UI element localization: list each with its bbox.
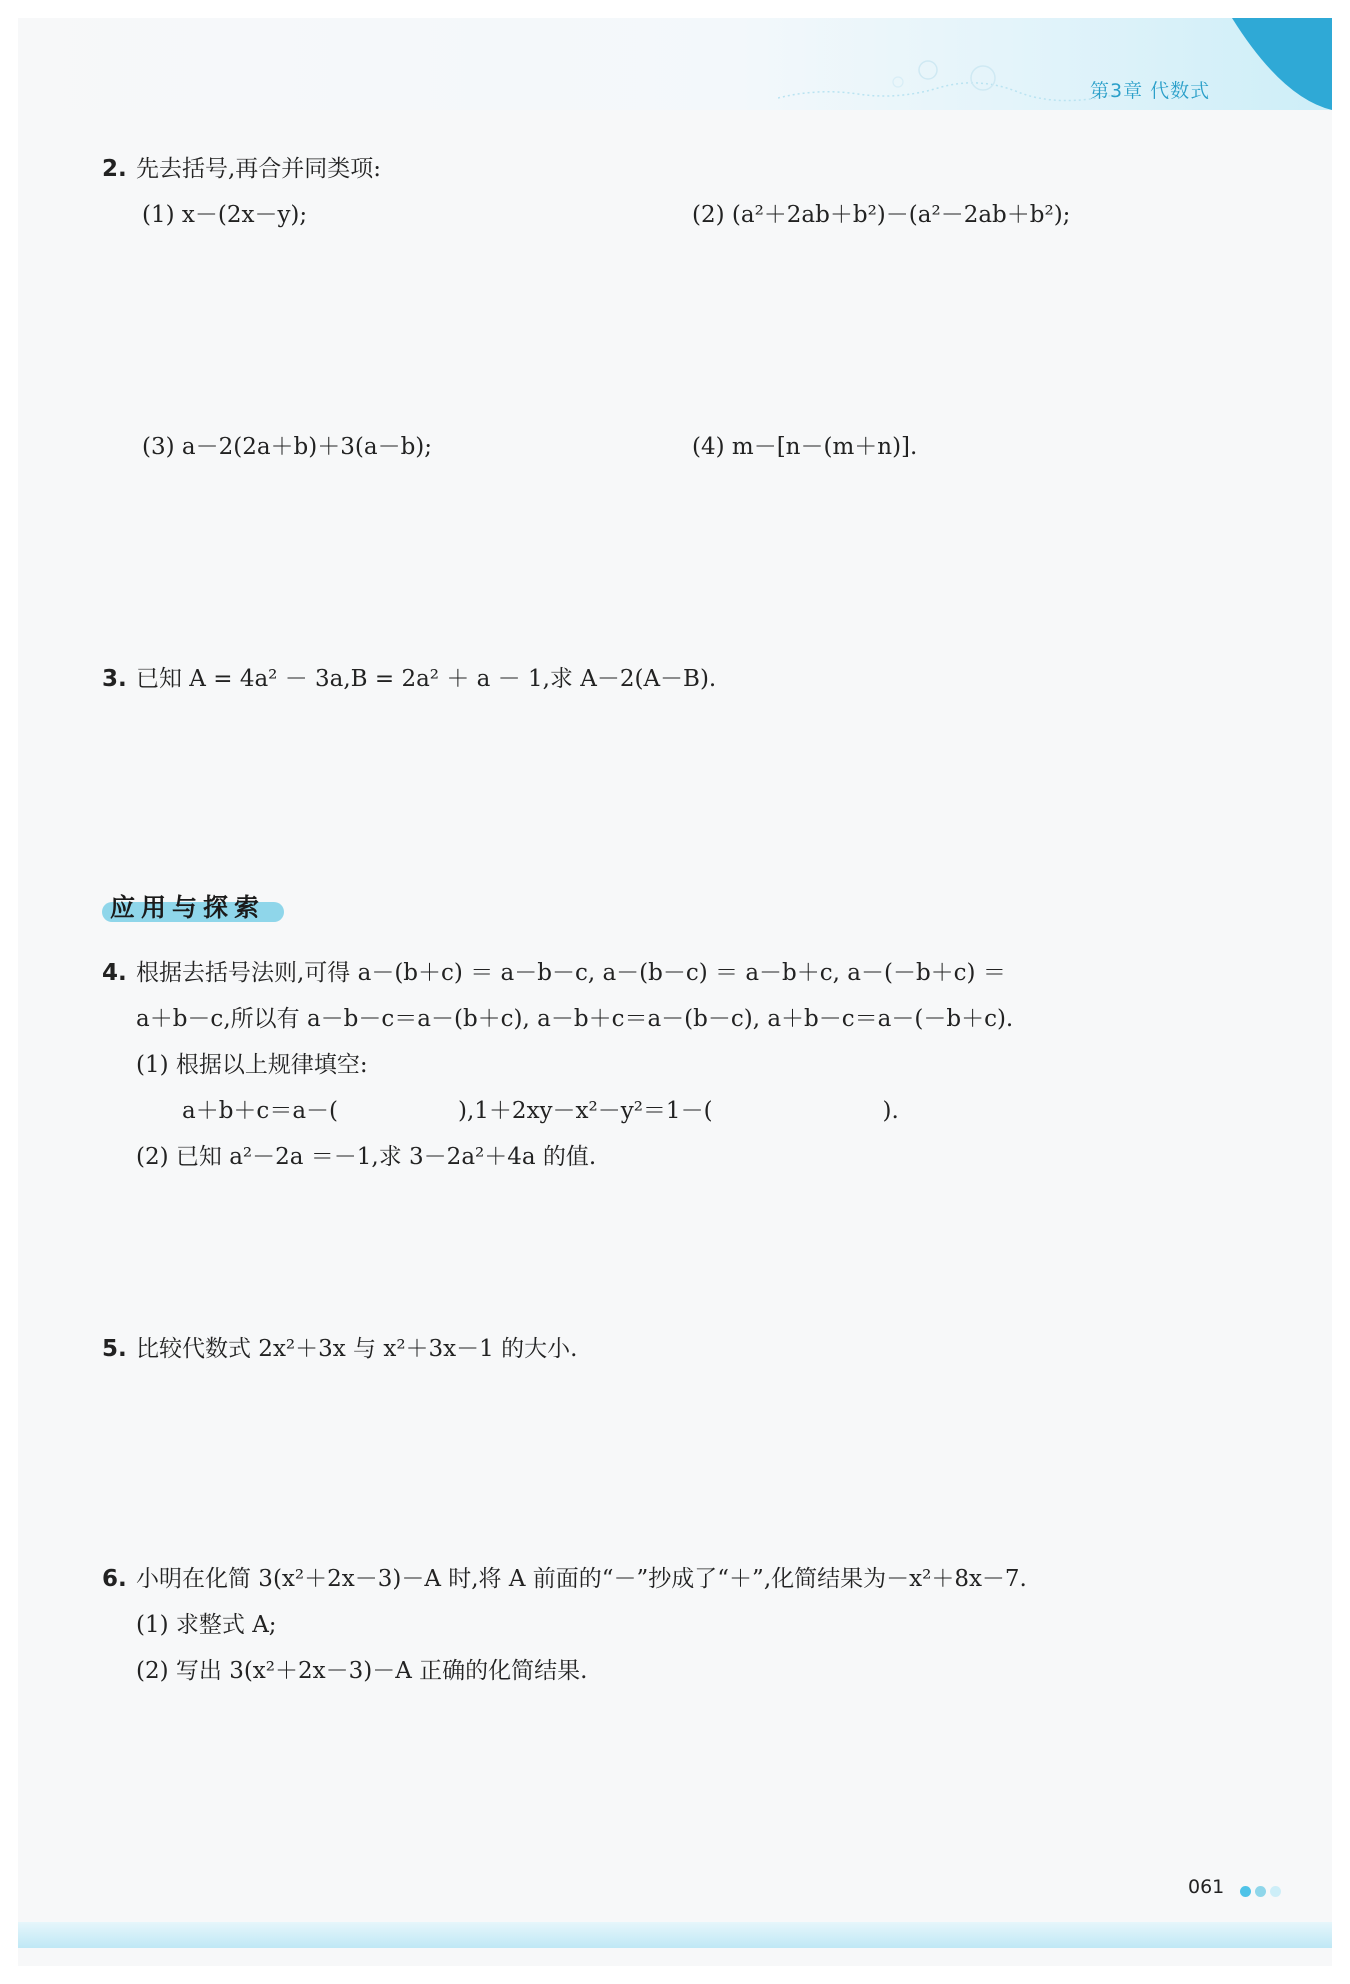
question-number: 3.: [102, 666, 127, 692]
footer-band: [18, 1922, 1332, 1948]
page-dot-3: [1270, 1886, 1281, 1897]
question-stem-line-1: 根据去括号法则,可得 a－(b＋c) ＝ a－b－c, a－(b－c) ＝ a－b＋c, a－(－b＋c) ＝: [136, 960, 1006, 986]
q6-part-2: (2) 写出 3(x²＋2x－3)－A 正确的化简结果.: [136, 1658, 588, 1684]
section-title: 应用与探索: [110, 893, 266, 922]
question-6: [102, 1564, 1027, 1594]
header-corner-decoration: [1222, 18, 1332, 110]
question-number: 5.: [102, 1336, 127, 1362]
fill-blank-1-prefix: a＋b＋c＝a－(: [182, 1098, 339, 1124]
question-5: [102, 1334, 577, 1364]
section-tag: [102, 888, 284, 924]
textbook-page: [18, 18, 1332, 1966]
chapter-label: 第3章 代数式: [1090, 80, 1211, 102]
question-3: [102, 664, 716, 694]
fill-blank-2-prefix: ),1＋2xy－x²－y²＝1－(: [458, 1098, 713, 1124]
question-stem: 已知 A = 4a² － 3a,B = 2a² ＋ a － 1,求 A－2(A－B).: [136, 666, 717, 692]
question-stem: 小明在化简 3(x²＋2x－3)－A 时,将 A 前面的“－”抄成了“＋”,化简结果为－x²＋8x－7.: [136, 1566, 1027, 1592]
q4-part-1: (1) 根据以上规律填空:: [136, 1052, 368, 1078]
q2-item-3: (3) a－2(2a＋b)＋3(a－b);: [142, 434, 433, 460]
question-4: [102, 958, 1006, 988]
page-dot-2: [1255, 1886, 1266, 1897]
question-2: [102, 154, 381, 184]
q4-fill-blanks: [182, 1096, 899, 1126]
q6-part-1: (1) 求整式 A;: [136, 1612, 277, 1638]
q4-stem-line-2: a＋b－c,所以有 a－b－c＝a－(b＋c), a－b＋c＝a－(b－c), a＋b－c＝a－(－b＋c).: [136, 1006, 1014, 1032]
page-dot-1: [1240, 1886, 1251, 1897]
question-stem: 比较代数式 2x²＋3x 与 x²＋3x－1 的大小.: [136, 1336, 578, 1362]
question-number: 6.: [102, 1566, 127, 1592]
question-number: 2.: [102, 156, 127, 182]
question-stem: 先去括号,再合并同类项:: [136, 156, 382, 182]
page-number: 061: [1188, 1876, 1225, 1898]
page-dots: [1240, 1882, 1285, 1901]
q2-item-1: (1) x－(2x－y);: [142, 202, 308, 228]
question-number: 4.: [102, 960, 127, 986]
fill-blank-2-suffix: ).: [882, 1098, 899, 1124]
q2-item-2: (2) (a²＋2ab＋b²)－(a²－2ab＋b²);: [692, 202, 1071, 228]
q2-item-4: (4) m－[n－(m＋n)].: [692, 434, 918, 460]
header-decoration: [778, 48, 1118, 108]
q4-part-2: (2) 已知 a²－2a ＝－1,求 3－2a²＋4a 的值.: [136, 1144, 597, 1170]
